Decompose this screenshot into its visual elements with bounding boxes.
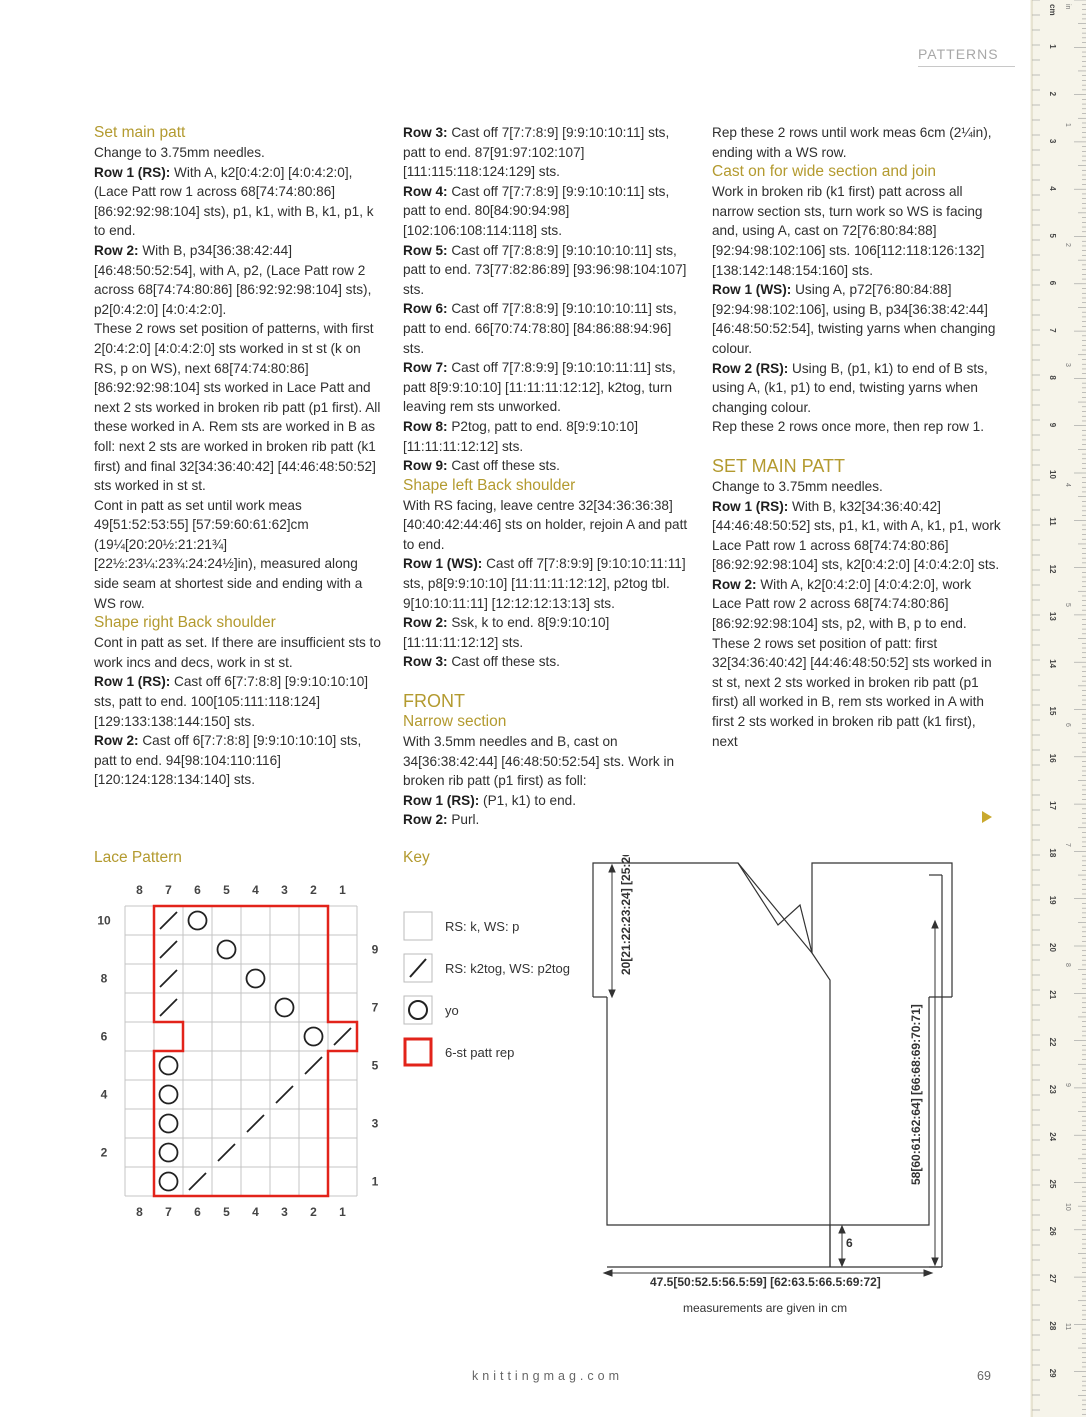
instruction-text: Change to 3.75mm needles.	[712, 478, 883, 494]
key-label: yo	[445, 1002, 459, 1018]
row-number: 9	[371, 942, 379, 957]
height-label: 20[21:22:23:24] [25:26:26:27:27]	[619, 855, 633, 975]
cm-label: 10	[1048, 470, 1057, 479]
instruction-text: Cont in patt as set until work meas 49[51:52:53:55] [57:59:60:61:62]cm (19¼[20:20½:21:21¾] [22½:23¼:23¾:24:24½]in), measured along side seam at shortest side and ending with a WS row.	[94, 497, 363, 611]
row-label: Row 2 (RS):	[712, 360, 789, 376]
cm-label: 23	[1048, 1084, 1057, 1094]
key-item-repeat	[403, 1031, 570, 1073]
key-item-knit	[403, 905, 570, 947]
cm-label: 19	[1048, 895, 1057, 905]
major-heading: SET MAIN PATT	[712, 455, 846, 476]
cm-label: 20	[1048, 943, 1057, 952]
key-item-yo	[403, 989, 570, 1031]
column-number: 4	[252, 1205, 259, 1219]
row-label: Row 3:	[403, 125, 448, 140]
yo-symbol	[276, 999, 294, 1017]
cm-label: 11	[1048, 517, 1057, 526]
column-number: 3	[281, 883, 288, 897]
row-label: Row 2:	[712, 576, 757, 592]
instruction-paragraph	[403, 456, 693, 476]
row-number: 2	[100, 1145, 108, 1160]
instruction-paragraph	[403, 652, 693, 672]
cm-label: 15	[1048, 706, 1057, 716]
major-heading: FRONT	[403, 691, 465, 712]
cm-label: 8	[1048, 375, 1057, 380]
instruction-paragraph	[403, 732, 693, 791]
cm-label: 12	[1048, 564, 1057, 574]
instruction-text: Cast off 6[7:7:8:8] [9:9:10:10:10] sts, patt to end. 94[98:104:110:116] [120:124:128:134:140] sts.	[94, 733, 362, 788]
row-label: Row 8:	[403, 418, 448, 434]
row-number: 10	[97, 913, 111, 928]
cm-label: 17	[1048, 801, 1057, 811]
instruction-text: Change to 3.75mm needles.	[94, 145, 265, 160]
section-tag: PATTERNS	[918, 46, 1015, 67]
instruction-paragraph	[403, 358, 693, 417]
instruction-text: Cast off 7[7:8:9:9] [9:10:10:11:11] sts, patt 8[9:9:10:10] [11:11:11:12:12], k2tog, turn leaving rem sts unworked.	[403, 360, 676, 415]
row-number: 5	[371, 1058, 379, 1073]
inch-label: 2	[1064, 243, 1071, 247]
instruction-paragraph	[712, 280, 1002, 358]
k2tog-symbol	[305, 1057, 322, 1074]
k2tog-symbol	[160, 912, 177, 929]
cm-label: 3	[1048, 138, 1057, 144]
cm-label: 9	[1048, 422, 1057, 428]
k2tog-symbol	[189, 1173, 206, 1190]
yo-symbol	[189, 912, 207, 930]
column-number: 7	[165, 883, 172, 897]
k2tog-symbol	[160, 941, 177, 958]
column-number: 1	[339, 883, 346, 897]
yo-symbol	[160, 1115, 178, 1133]
inch-label: 7	[1064, 843, 1071, 847]
cm-label: 26	[1048, 1226, 1057, 1236]
inch-label: 4	[1064, 483, 1071, 487]
instruction-text: With A, k2[0:4:2:0] [4:0:4:2:0], (Lace Patt row 1 across 68[74:74:80:86] [86:92:92:98:104] sts), p1, k1, with B, k1, p1, k to end.	[94, 164, 374, 239]
inch-label: 8	[1064, 963, 1071, 967]
instruction-text: Rep these 2 rows once more, then rep row 1.	[712, 419, 985, 435]
cm-label: 6	[1048, 280, 1057, 286]
cm-label: 14	[1048, 659, 1057, 669]
row-label: Row 1 (WS):	[712, 282, 792, 298]
page-number: 69	[977, 1369, 991, 1383]
inch-label: 9	[1064, 1083, 1071, 1087]
text-column-1	[94, 123, 384, 790]
instruction-text: These 2 rows set position of patterns, with first 2[0:4:2:0] [4:0:4:2:0] sts worked in st st (k on RS, p on WS), next 68[74:74:80:86] [86:92:92:98:104] sts worked in Lace Patt and next 2 sts worked in broken rib patt (p1 first). All these worked in A. Rem sts are worked in B as foll: next 2 sts are worked in broken rib patt (k1 first) and final 32[34:36:40:42] [44:46:48:50:52] sts worked in st st.	[94, 321, 381, 494]
slash-icon	[403, 953, 433, 983]
instruction-text: Cast off these sts.	[447, 654, 560, 670]
cm-label: 5	[1048, 233, 1057, 238]
yo-symbol	[160, 1057, 178, 1075]
instruction-text: With RS facing, leave centre 32[34:36:36:38] [40:40:42:44:46] sts on holder, rejoin A and patt to end.	[403, 497, 688, 552]
row-number: 7	[371, 1000, 379, 1015]
yo-symbol	[218, 941, 236, 959]
row-label: Row 1 (RS):	[712, 498, 789, 514]
row-label: Row 7:	[403, 360, 448, 376]
text-column-2	[403, 123, 693, 830]
instruction-text: Cast off 7[7:7:8:9] [9:9:10:10:11] sts, patt to end. 87[91:97:102:107] [111:115:118:124:129] sts.	[403, 125, 670, 180]
width-label: 47.5[50:52.5:56.5:59] [62:63.5:66.5:69:72]	[650, 1275, 881, 1289]
body-outline	[593, 863, 952, 997]
instruction-paragraph	[94, 319, 384, 495]
row-number: 6	[100, 1029, 108, 1044]
instruction-text: Cont in patt as set. If there are insufficient sts to work incs and decs, work in st st.	[94, 635, 381, 670]
footer-url: knittingmag.com	[472, 1369, 624, 1383]
cm-label: 25	[1048, 1179, 1057, 1189]
cm-label: 27	[1048, 1274, 1057, 1284]
instruction-paragraph	[403, 123, 693, 182]
row-label: Row 4:	[403, 183, 448, 199]
key-list	[403, 905, 570, 1073]
cm-label: 13	[1048, 611, 1057, 621]
row-label: Row 2:	[403, 615, 448, 631]
instruction-text: P2tog, patt to end. 8[9:9:10:10] [11:11:11:12:12] sts.	[403, 418, 639, 454]
column-number: 2	[310, 1205, 317, 1219]
instruction-paragraph	[403, 182, 693, 241]
instruction-text: (P1, k1) to end.	[479, 792, 576, 808]
key-label: RS: k2tog, WS: p2tog	[445, 960, 571, 976]
row-label: Row 2:	[94, 242, 139, 258]
cm-label: 21	[1048, 990, 1057, 1000]
instruction-text: Cast off 6[7:7:8:8] [9:9:10:10:10] sts, patt to end. 100[105:111:118:124] [129:133:138:144:150] sts.	[94, 674, 369, 729]
yo-symbol	[160, 1144, 178, 1162]
instruction-paragraph	[94, 672, 384, 731]
row-number: 8	[100, 971, 108, 986]
instruction-text: Work in broken rib (k1 first) patt across all narrow section sts, turn work so WS is facing and, using A, cast on 72[76:80:84:88] [92:94:98:102:106] sts. 106[112:118:126:132] [138:142:148:154:160] sts.	[712, 184, 985, 278]
column-number: 1	[339, 1205, 346, 1219]
cm-label: 2	[1048, 91, 1057, 97]
section-heading: Shape right Back shoulder	[94, 614, 276, 632]
column-number: 8	[136, 883, 143, 897]
instruction-paragraph	[403, 554, 693, 613]
k2tog-symbol	[334, 1028, 351, 1045]
instruction-paragraph	[94, 633, 384, 672]
inch-label: 11	[1064, 1323, 1071, 1331]
instruction-text: Cast off 7[7:8:8:9] [9:10:10:10:11] sts, patt to end. 73[77:82:86:89] [93:96:98:104:107] sts.	[403, 242, 687, 297]
instruction-text: With A, k2[0:4:2:0] [4:0:4:2:0], work Lace Patt row 2 across 68[74:74:80:86] [86:92:92:98:104] sts, p2, with B, p to end.	[712, 576, 972, 632]
instruction-text: With B, k32[34:36:40:42] [44:46:48:50:52] sts, p1, k1, with A, k1, p1, work Lace Patt row 1 across 68[74:74:80:86] [86:92:92:98:104] sts, k2[0:4:2:0] [4:0:4:2:0] sts.	[712, 498, 1001, 573]
instruction-paragraph	[403, 496, 693, 555]
lace-pattern-title: Lace Pattern	[94, 849, 182, 866]
instruction-paragraph	[712, 575, 1002, 634]
instruction-paragraph	[403, 613, 693, 652]
measurement-note: measurements are given in cm	[683, 1301, 848, 1315]
key-item-k2tog	[403, 947, 570, 989]
key-label: 6-st patt rep	[445, 1044, 515, 1060]
section-heading: Narrow section	[403, 713, 507, 731]
yo-symbol	[247, 970, 265, 988]
instruction-text: These 2 rows set position of patt: first 32[34:36:40:42] [44:46:48:50:52] sts worked in st st, next 2 sts worked in broken rib patt (p1 first) all worked in B, rem sts worked in A with first 2 sts worked in broken rib patt (k1 first), next	[712, 635, 992, 749]
column-number: 4	[252, 883, 259, 897]
instruction-text: Purl.	[447, 812, 480, 828]
circle-icon	[403, 995, 433, 1025]
instruction-text: Cast off 7[7:8:9:9] [9:10:10:11:11] sts, p8[9:9:10:10] [11:11:11:12:12], p2tog tbl. 9[10:10:11:11] [12:12:12:13:13] sts.	[403, 556, 686, 611]
cm-label: 28	[1048, 1321, 1057, 1331]
column-number: 5	[223, 1205, 230, 1219]
row-label: Row 6:	[403, 301, 448, 317]
key-label: RS: k, WS: p	[445, 918, 520, 934]
inch-label: 5	[1064, 603, 1071, 607]
instruction-text: Cast off these sts.	[447, 458, 560, 474]
red-square-icon	[403, 1037, 433, 1067]
instruction-text: Rep these 2 rows until work meas 6cm (2¼in), ending with a WS row.	[712, 125, 992, 160]
instruction-paragraph	[712, 182, 1002, 280]
row-label: Row 5:	[403, 242, 448, 258]
cm-unit-label: cm	[1048, 4, 1057, 16]
length-label: 58[60:61:62:64] [66:68:69:70:71]	[909, 1004, 923, 1185]
instruction-text: Using A, p72[76:80:84:88] [92:94:98:102:106], using B, p34[36:38:42:44] [46:48:50:52:54], twisting yarns when changing colour.	[712, 282, 996, 356]
cm-label: 7	[1048, 328, 1057, 333]
ruler	[1030, 0, 1086, 1417]
instruction-paragraph	[94, 143, 384, 163]
instruction-paragraph	[712, 477, 1002, 497]
lace-chart	[90, 875, 390, 1230]
instruction-text: Ssk, k to end. 8[9:9:10:10] [11:11:11:12:12] sts.	[403, 615, 610, 650]
inch-label: 3	[1064, 363, 1071, 367]
column-number: 2	[310, 883, 317, 897]
instruction-paragraph	[712, 634, 1002, 752]
column-number: 6	[194, 1205, 201, 1219]
row-number: 4	[100, 1087, 108, 1102]
yo-symbol	[160, 1173, 178, 1191]
column-number: 5	[223, 883, 230, 897]
instruction-paragraph	[712, 359, 1002, 418]
row-label: Row 1 (RS):	[94, 674, 171, 690]
body-outline-lower	[607, 997, 929, 1225]
k2tog-symbol	[276, 1086, 293, 1103]
instruction-paragraph	[403, 299, 693, 358]
instruction-paragraph	[403, 810, 693, 830]
yo-symbol	[160, 1086, 178, 1104]
instruction-paragraph	[712, 123, 1002, 162]
row-label: Row 2:	[403, 812, 448, 828]
empty-square-icon	[403, 911, 433, 941]
instruction-paragraph	[94, 731, 384, 790]
k2tog-symbol	[160, 999, 177, 1016]
row-label: Row 1 (RS):	[94, 164, 171, 180]
row-number: 1	[371, 1174, 379, 1189]
instruction-text: Cast off 7[7:7:8:9] [9:9:10:10:11] sts, patt to end. 80[84:90:94:98] [102:106:108:114:118] sts.	[403, 183, 670, 238]
cm-label: 24	[1048, 1132, 1057, 1142]
instruction-paragraph	[712, 417, 1002, 437]
inch-unit-label: in	[1064, 4, 1071, 10]
instruction-paragraph	[403, 791, 693, 811]
cm-label: 16	[1048, 753, 1057, 763]
instruction-paragraph	[94, 496, 384, 614]
section-heading: Set main patt	[94, 124, 186, 141]
k2tog-symbol	[247, 1115, 264, 1132]
row-label: Row 9:	[403, 458, 448, 474]
rib-label: 6	[846, 1236, 853, 1250]
column-number: 6	[194, 883, 201, 897]
row-number: 3	[371, 1116, 379, 1131]
section-heading: Shape left Back shoulder	[403, 476, 576, 494]
instruction-paragraph	[403, 241, 693, 300]
cm-label: 1	[1048, 44, 1057, 49]
section-heading: Cast on for wide section and join	[712, 163, 937, 181]
column-number: 7	[165, 1205, 172, 1219]
instruction-text: Using B, (p1, k1) to end of B sts, using A, (k1, p1) to end, twisting yarns when changing colour.	[712, 360, 988, 415]
k2tog-symbol	[160, 970, 177, 987]
cm-label: 29	[1048, 1368, 1057, 1378]
column-number: 3	[281, 1205, 288, 1219]
row-label: Row 1 (RS):	[403, 792, 480, 808]
row-label: Row 2:	[94, 733, 139, 749]
schematic-diagram	[590, 855, 970, 1300]
instruction-text: With 3.5mm needles and B, cast on 34[36:38:42:44] [46:48:50:52:54] sts. Work in broken rib patt (p1 first) as foll:	[403, 734, 675, 789]
cm-label: 22	[1048, 1037, 1057, 1047]
instruction-paragraph	[94, 241, 384, 319]
text-column-3	[712, 123, 1002, 751]
row-label: Row 1 (WS):	[403, 556, 483, 572]
inch-label: 10	[1064, 1203, 1071, 1211]
instruction-paragraph	[94, 163, 384, 241]
key-title: Key	[403, 849, 430, 866]
instruction-paragraph	[403, 417, 693, 456]
k2tog-symbol	[218, 1144, 235, 1161]
inch-label: 6	[1064, 723, 1071, 727]
inch-label: 1	[1064, 123, 1071, 127]
column-number: 8	[136, 1205, 143, 1219]
instruction-text: Cast off 7[7:8:8:9] [9:10:10:10:11] sts, patt to end. 66[70:74:78:80] [84:86:88:94:96] sts.	[403, 301, 677, 356]
continue-arrow-icon	[982, 811, 992, 823]
instruction-text: With B, p34[36:38:42:44] [46:48:50:52:54], with A, p2, (Lace Patt row 2 across 68[74:74:80:86] [86:92:92:98:104] sts), p2[0:4:2:0] [4:0:4:2:0].	[94, 242, 372, 317]
instruction-paragraph	[712, 497, 1002, 575]
row-label: Row 3:	[403, 654, 448, 670]
yo-symbol	[305, 1028, 323, 1046]
cm-label: 18	[1048, 848, 1057, 858]
cm-label: 4	[1048, 186, 1057, 191]
